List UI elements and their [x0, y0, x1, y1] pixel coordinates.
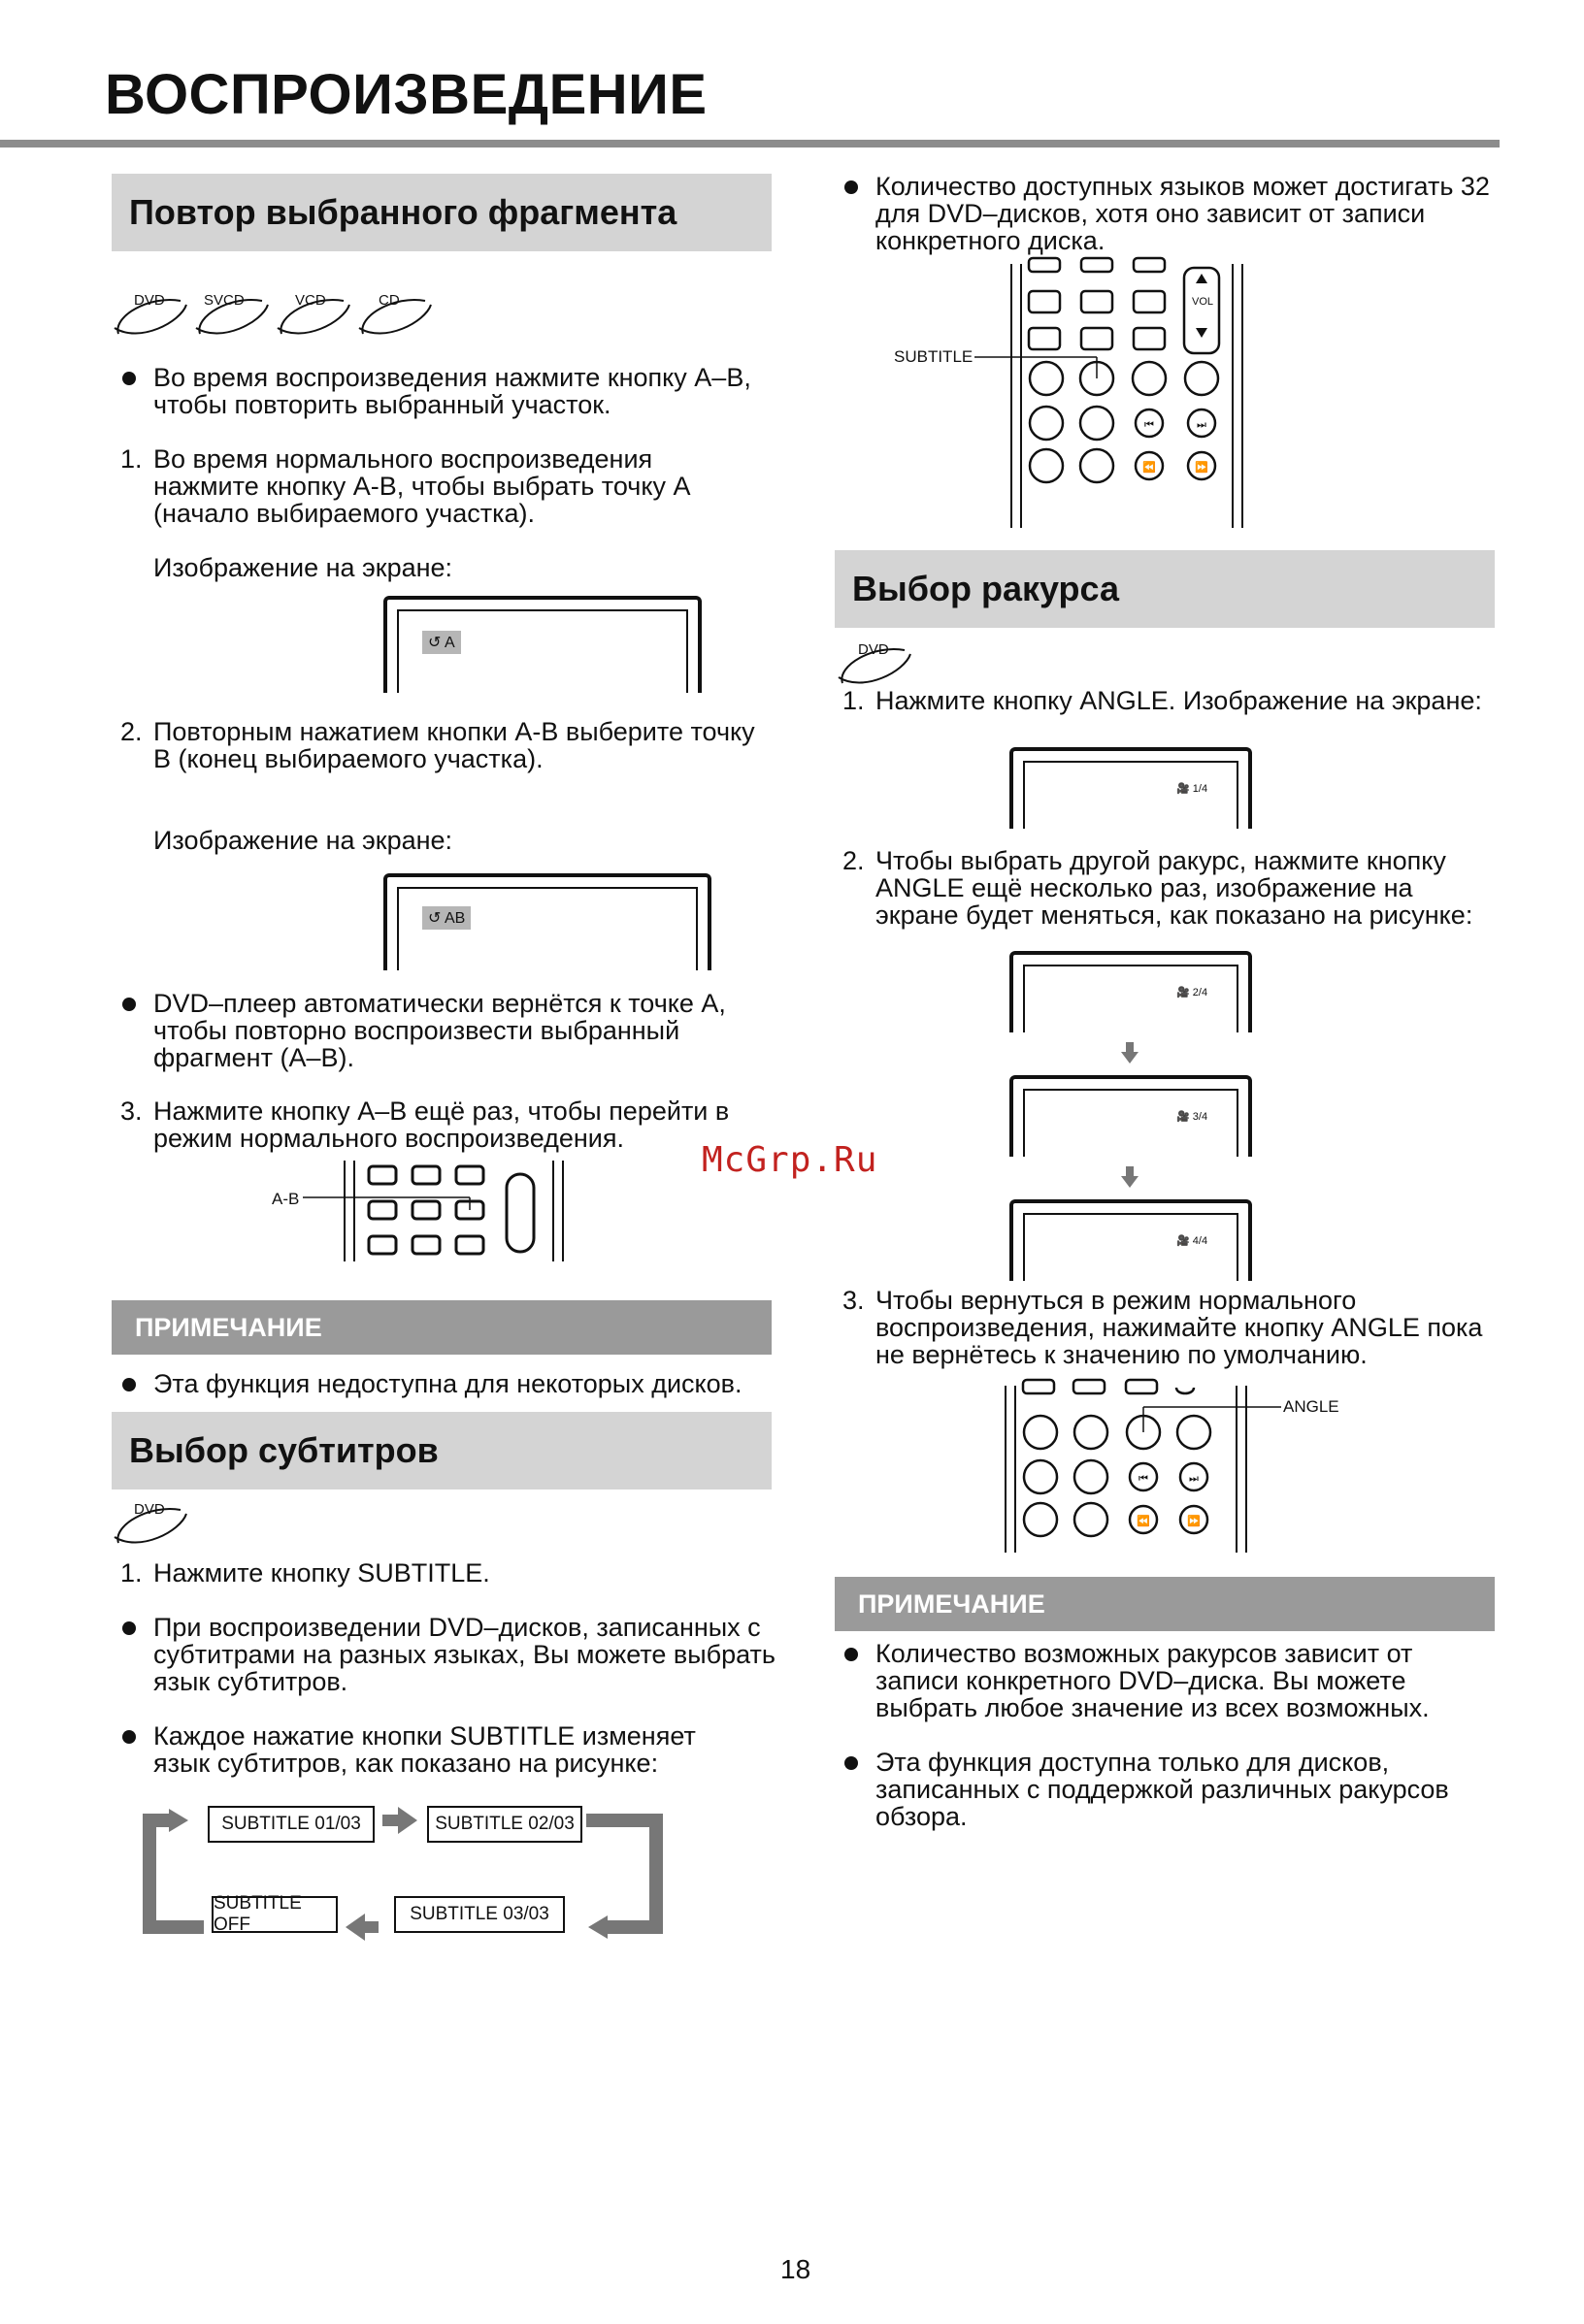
disc-label-cd: CD — [379, 292, 400, 309]
step-number: 1. — [842, 686, 865, 715]
step-number: 1. — [120, 444, 143, 474]
ab-repeat-heading: Повтор выбранного фрагмента — [112, 174, 772, 251]
step-number: 3. — [842, 1286, 865, 1315]
step-text: Нажмите кнопку SUBTITLE. — [153, 1558, 490, 1588]
disc-label-svcd: SVCD — [204, 292, 245, 309]
screen-label-2: Изображение на экране: — [153, 826, 453, 855]
angle-remote-illustration — [1000, 1386, 1349, 1553]
step-number: 2. — [120, 717, 143, 746]
subtitle-step-1 — [120, 1559, 780, 1587]
angle-step-3 — [842, 1287, 1502, 1368]
screen-display-a — [383, 596, 702, 693]
disc-label-dvd: DVD — [134, 292, 165, 309]
angle-step-1 — [842, 687, 1502, 714]
subtitle-languages-bullet: Количество доступных языков может достигать 32 для DVD–дисков, хотя оно зависит от записи конкретного диска. — [842, 173, 1512, 254]
title-divider — [0, 140, 1500, 147]
repeat-a-text: A — [444, 635, 455, 651]
svg-text:⏪: ⏪ — [1142, 462, 1156, 474]
ab-step-1 — [120, 445, 761, 527]
subtitle-heading: Выбор субтитров — [112, 1412, 772, 1489]
screen-display-ab — [383, 873, 711, 970]
ab-step-2 — [120, 718, 761, 772]
step-text: Нажмите кнопку ANGLE. Изображение на экране: — [875, 686, 1482, 715]
repeat-ab-text: AB — [444, 910, 466, 927]
angle-value-4: 4/4 — [1192, 1235, 1208, 1247]
svg-text:⏩: ⏩ — [1187, 1516, 1201, 1527]
step-text: Во время нормального воспроизведения нажмите кнопку A-B, чтобы выбрать точку A (начало выбираемого участка). — [153, 444, 689, 528]
step-text: Повторным нажатием кнопки A-B выберите точку B (конец выбираемого участка). — [153, 717, 755, 773]
step-text: Чтобы выбрать другой ракурс, нажмите кнопку ANGLE ещё несколько раз, изображение на экране будет меняться, как показано на рисунке: — [875, 846, 1473, 930]
step-number: 2. — [842, 846, 865, 875]
angle-value-1: 1/4 — [1192, 783, 1208, 795]
disc-label-vcd: VCD — [295, 292, 326, 309]
angle-screen-2 — [1009, 951, 1252, 1032]
subtitle-bullet-2: Каждое нажатие кнопки SUBTITLE изменяет язык субтитров, как показано на рисунке: — [120, 1722, 751, 1777]
step-text: Нажмите кнопку А–В ещё раз, чтобы перейти в режим нормального воспроизведения. — [153, 1097, 730, 1153]
ab-remote-illustration — [262, 1161, 573, 1267]
step-number: 3. — [120, 1097, 143, 1126]
subtitle-cycle-diagram — [142, 1803, 666, 1939]
ab-disc-icons — [111, 287, 441, 342]
angle-indicator-3: 🎥 3/4 — [1176, 1111, 1208, 1123]
note-1-bullet: Эта функция недоступна для некоторых дисков. — [120, 1370, 780, 1397]
subtitle-state-02: SUBTITLE 02/03 — [427, 1806, 582, 1843]
note-2-bullet-1: Количество возможных ракурсов зависит от записи конкретного DVD–диска. Вы можете выбрать любое значение из всех возможных. — [842, 1640, 1502, 1721]
angle-heading: Выбор ракурса — [835, 550, 1495, 628]
ab-step-3 — [120, 1097, 780, 1152]
note-2-heading: ПРИМЕЧАНИЕ — [835, 1577, 1495, 1631]
note-2-bullet-2: Эта функция доступна только для дисков, записанных с поддержкой различных ракурсов обзора. — [842, 1749, 1464, 1830]
angle-value-2: 2/4 — [1192, 987, 1208, 998]
ab-button-label: A-B — [272, 1190, 300, 1208]
subtitle-remote-illustration — [893, 264, 1252, 528]
svg-text:⏩: ⏩ — [1195, 462, 1208, 474]
angle-screen-3 — [1009, 1075, 1252, 1157]
svg-text:⏮: ⏮ — [1144, 419, 1154, 431]
vol-label: VOL — [1192, 296, 1214, 308]
subtitle-state-03: SUBTITLE 03/03 — [394, 1896, 565, 1933]
ab-return-bullet: DVD–плеер автоматически вернётся к точке А, чтобы повторно воспроизвести выбранный фрагмент (А–В). — [120, 990, 771, 1071]
step-text: Чтобы вернуться в режим нормального воспроизведения, нажимайте кнопку ANGLE пока не вернётесь к значению по умолчанию. — [875, 1286, 1483, 1369]
note-1-heading: ПРИМЕЧАНИЕ — [112, 1300, 772, 1355]
angle-button-label: ANGLE — [1283, 1397, 1339, 1416]
subtitle-state-01: SUBTITLE 01/03 — [208, 1806, 375, 1843]
down-arrow-icon — [1121, 1052, 1138, 1064]
screen-label-1: Изображение на экране: — [153, 553, 453, 582]
angle-screen-4 — [1009, 1199, 1252, 1281]
angle-screen-1 — [1009, 747, 1252, 829]
angle-value-3: 3/4 — [1192, 1111, 1208, 1123]
remote-control-icon — [262, 1161, 573, 1267]
ab-intro-bullet: Во время воспроизведения нажмите кнопку А–В, чтобы повторить выбранный участок. — [120, 364, 761, 418]
svg-text:⏭: ⏭ — [1189, 1473, 1199, 1485]
svg-text:⏮: ⏮ — [1138, 1473, 1148, 1485]
svg-text:⏪: ⏪ — [1137, 1516, 1150, 1527]
remote-control-icon — [893, 264, 1252, 528]
angle-indicator-4: 🎥 4/4 — [1176, 1235, 1208, 1247]
angle-disc-icon — [835, 637, 922, 691]
page-number: 18 — [780, 2254, 811, 2284]
page-title: ВОСПРОИЗВЕДЕНИЕ — [105, 63, 708, 126]
angle-step-2 — [842, 847, 1502, 929]
subtitle-disc-icon — [111, 1496, 198, 1551]
down-arrow-stem — [1126, 1166, 1134, 1176]
svg-text:⏭: ⏭ — [1197, 419, 1206, 431]
disc-label-dvd: DVD — [858, 641, 889, 658]
subtitle-button-label: SUBTITLE — [894, 347, 974, 366]
disc-label-dvd: DVD — [134, 1501, 165, 1518]
subtitle-bullet-1: При воспроизведении DVD–дисков, записанных с субтитрами на разных языках, Вы можете выбрать язык субтитров. — [120, 1614, 780, 1695]
repeat-a-indicator: ↺ A — [422, 631, 461, 654]
remote-control-icon — [1000, 1386, 1349, 1553]
repeat-ab-indicator: ↺ AB — [422, 906, 471, 930]
down-arrow-stem — [1126, 1042, 1134, 1052]
step-number: 1. — [120, 1558, 143, 1588]
subtitle-state-off: SUBTITLE OFF — [212, 1896, 338, 1933]
down-arrow-icon — [1121, 1176, 1138, 1188]
angle-indicator-2: 🎥 2/4 — [1176, 987, 1208, 998]
watermark: McGrp.Ru — [702, 1140, 878, 1180]
angle-indicator-1: 🎥 1/4 — [1176, 783, 1208, 795]
